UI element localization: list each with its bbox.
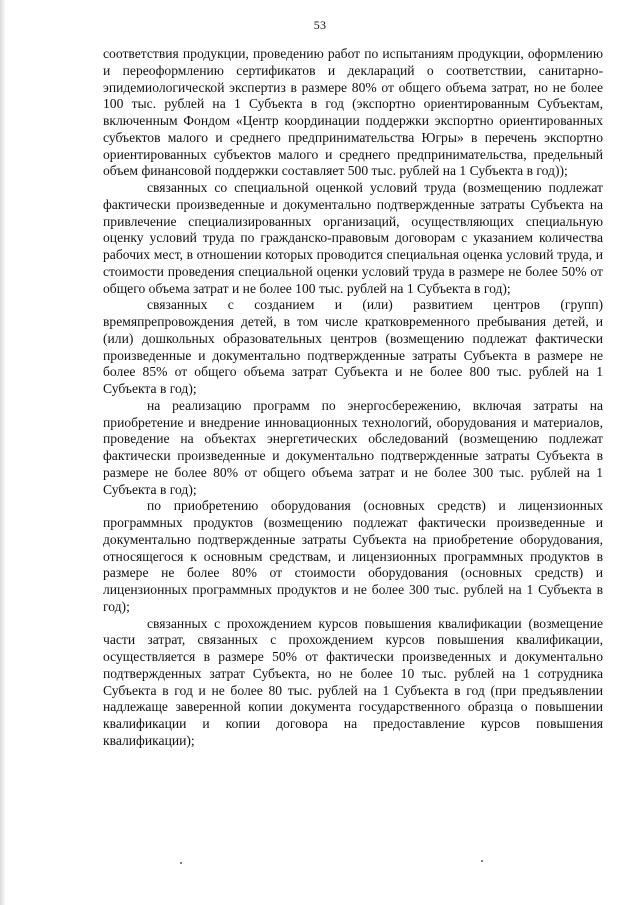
- paragraph-special-assessment: связанных со специальной оценкой условий труда (возмещению подлежат фактически произведенные и документально подтвержденные затраты Субъекта на привлечение специализированных организаций, осуществляющих специальную оценку условий труда по гражданско-правовым договорам с указанием количества рабочих мест, в отношении которых проводится специальная оценка условий труда, и стоимости проведения специальной оценки условий труда в размере не более 50% от общего объема затрат и не более 100 тыс. рублей на 1 Субъекта в год);: [103, 180, 603, 296]
- paragraph-energy-saving: на реализацию программ по энергосбережению, включая затраты на приобретение и внедрение инновационных технологий, оборудования и материалов, проведение на объектах энергетических обследований (возмещению подлежат фактически произведенные и документально подтвержденные затраты Субъекта в размере не более 80% от общего объема затрат и не более 300 тыс. рублей на 1 Субъекта в год);: [103, 397, 603, 497]
- paragraph-child-centers: связанных с созданием и (или) развитием центров (групп) времяпрепровождения детей, в том числе кратковременного пребывания детей, и (или) дошкольных образовательных центров (возмещению подлежат фактически произведенные и документально подтвержденные затраты Субъекта в размере не более 85% от общего объема затрат Субъекта и не более 800 тыс. рублей на 1 Субъекта в год);: [103, 297, 603, 396]
- page-number: 53: [313, 18, 327, 32]
- paragraph-continuation: соответствия продукции, проведению работ по испытаниям продукции, оформлению и переоформлению сертификатов и деклараций о соответствии, санитарно-эпидемиологической экспертиз в размере 80% от общего объема затрат, но не более 100 тыс. рублей на 1 Субъекта в год (экспортно ориентированным Субъектам, включенным Фондом «Центр координации поддержки экспортно ориентированных субъектов малого и среднего предпринимательства Югры» в перечень экспортно ориентированных субъектов малого и среднего предпринимательства, предельный объем финансовой поддержки составляет 500 тыс. рублей на 1 Субъекта в год));: [103, 46, 603, 179]
- document-body: [103, 46, 603, 750]
- scan-speck: [481, 860, 483, 862]
- paragraph-training-courses: связанных с прохождением курсов повышения квалификации (возмещение части затрат, связанных с прохождением курсов повышения квалификации, осуществляется в размере 50% от фактически произведенных и документально подтвержденных затрат Субъекта, но не более 10 тыс. рублей на 1 сотрудника Субъекта в год и не более 80 тыс. рублей на 1 Субъекта в год (при предъявлении надлежаще заверенной копии документа государственного образца о повышении квалификации и копии договора на предоставление курсов повышения квалификации);: [103, 615, 603, 748]
- scan-speck: [180, 862, 182, 864]
- paragraph-equipment-purchase: по приобретению оборудования (основных средств) и лицензионных программных продуктов (возмещению подлежат фактически произведенные и документально подтвержденные затраты Субъекта на приобретение оборудования, относящегося к основным средствам, и лицензионных программных продуктов в размере не более 80% от стоимости оборудования (основных средств) и лицензионных программных продуктов и не более 300 тыс. рублей на 1 Субъекта в год);: [103, 498, 603, 614]
- scan-edge-shadow: [0, 0, 6, 905]
